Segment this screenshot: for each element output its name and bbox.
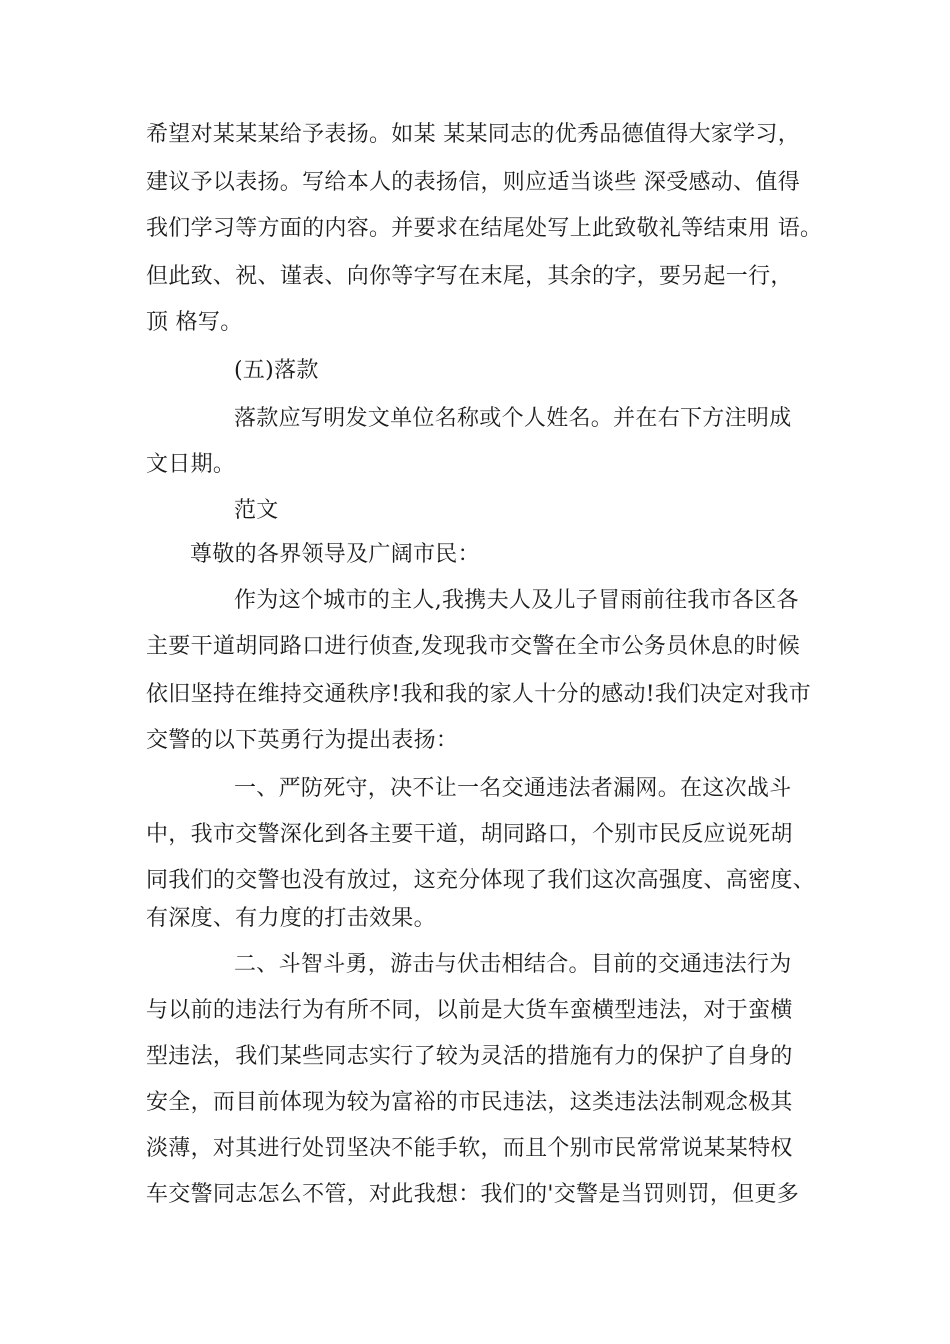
paragraph-line: 依旧坚持在维持交通秩序!我和我的家人十分的感动!我们决定对我市	[146, 682, 811, 707]
paragraph-line: 我们学习等方面的内容。并要求在结尾处写上此致敬礼等结束用 语。	[146, 216, 823, 241]
paragraph-line: 文日期。	[146, 452, 236, 477]
paragraph-line: 希望对某某某给予表扬。如某 某某同志的优秀品德值得大家学习，	[146, 122, 800, 147]
paragraph-line: 作为这个城市的主人,我携夫人及儿子冒雨前往我市各区各	[234, 588, 799, 613]
paragraph-line: 二、斗智斗勇，游击与伏击相结合。目前的交通违法行为	[234, 952, 792, 977]
paragraph-line: 主要干道胡同路口进行侦查,发现我市交警在全市公务员休息的时候	[146, 634, 800, 659]
paragraph-line: 顶 格写。	[146, 310, 243, 335]
paragraph-line: 一、严防死守，决不让一名交通违法者漏网。在这次战斗	[234, 776, 792, 801]
paragraph-line: 淡薄，对其进行处罚坚决不能手软，而且个别市民常常说某某特权	[146, 1136, 793, 1161]
paragraph-line: 落款应写明发文单位名称或个人姓名。并在右下方注明成	[234, 406, 792, 431]
paragraph-line: 车交警同志怎么不管，对此我想：我们的'交警是当罚则罚，但更多	[146, 1182, 800, 1207]
paragraph-line: 与以前的违法行为有所不同，以前是大货车蛮横型违法，对于蛮横	[146, 998, 793, 1023]
salutation: 尊敬的各界领导及广阔市民：	[190, 542, 480, 567]
paragraph-line: 同我们的交警也没有放过，这充分体现了我们这次高强度、高密度、	[146, 868, 816, 893]
section-heading: (五)落款	[234, 358, 319, 383]
paragraph-line: 但此致、祝、谨表、向你等字写在末尾，其余的字，要另起一行，	[146, 264, 793, 289]
sample-heading: 范文	[234, 498, 279, 523]
paragraph-line: 安全，而目前体现为较为富裕的市民违法，这类违法法制观念极其	[146, 1090, 793, 1115]
paragraph-line: 中，我市交警深化到各主要干道，胡同路口，个别市民反应说死胡	[146, 822, 793, 847]
paragraph-line: 建议予以表扬。写给本人的表扬信，则应适当谈些 深受感动、值得	[146, 170, 800, 195]
paragraph-line: 型违法，我们某些同志实行了较为灵活的措施有力的保护了自身的	[146, 1044, 793, 1069]
paragraph-line: 交警的以下英勇行为提出表扬：	[146, 728, 459, 753]
paragraph-line: 有深度、有力度的打击效果。	[146, 906, 436, 931]
